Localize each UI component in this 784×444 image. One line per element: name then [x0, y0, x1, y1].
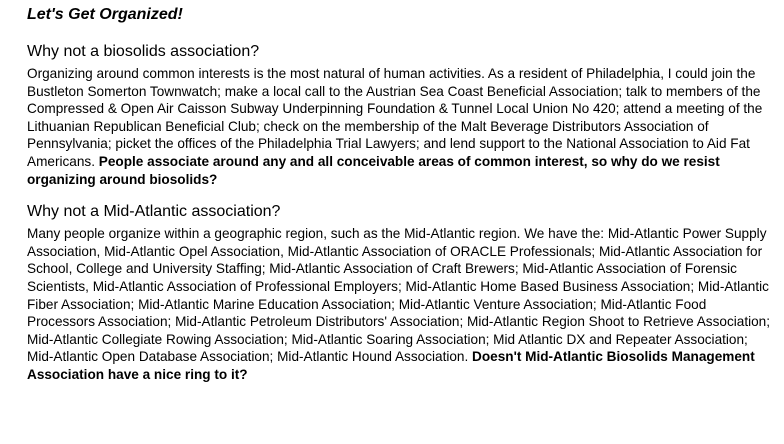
- paragraph-emphasis: People associate around any and all conceivable areas of common interest, so why do we resist organizing around biosolids?: [27, 153, 720, 187]
- section-spacer: [27, 188, 777, 201]
- document-page: [27, 4, 777, 384]
- paragraph-body: Organizing around common interests is the most natural of human activities. As a resident of Philadelphia, I could join the Bustleton Somerton Townwatch; make a local call to the Austrian Sea Coast Beneficial Association; talk to members of the Compressed & Open Air Caisson Subway Underpinning Foundation & Tunnel Local Union No 420; attend a meeting of the Lithuanian Republican Beneficial Club; check on the membership of the Malt Beverage Distributors Association of Pennsylvania; picket the offices of the Philadelphia Trial Lawyers; and lend support to the National Association to Aid Fat Americans.: [27, 66, 763, 169]
- section-heading: Why not a biosolids association?: [27, 43, 260, 60]
- page-title: Let's Get Organized!: [27, 6, 183, 23]
- section-heading: Why not a Mid-Atlantic association?: [27, 203, 281, 221]
- section-biosolids-association: [27, 41, 777, 188]
- section-paragraph: [27, 225, 777, 383]
- paragraph-body: Many people organize within a geographic region, such as the Mid-Atlantic region. We have the: Mid-Atlantic Power Supply Association, Mid-Atlantic Opel Association, Mid-Atlantic Association of ORACLE Professionals; Mid-Atlantic Association for School, College and University Staffing; Mid-Atlantic Association of Craft Brewers; Mid-Atlantic Association of Forensic Scientists, Mid-Atlantic Association of Professional Employers; Mid-Atlantic Home Based Business Association; Mid-Atlantic Fiber Association; Mid-Atlantic Marine Education Association; Mid-Atlantic Venture Association; Mid-Atlantic Food Processors Association; Mid-Atlantic Petroleum Distributors' Association; Mid-Atlantic Region Shoot to Retrieve Association; Mid-Atlantic Collegiate Rowing Association; Mid-Atlantic Soaring Association; Mid Atlantic DX and Repeater Association; Mid-Atlantic Open Database Association; Mid-Atlantic Hound Association.: [27, 226, 771, 365]
- section-mid-atlantic-association: [27, 201, 777, 383]
- paragraph-emphasis: Doesn't Mid-Atlantic Biosolids Management Association have a nice ring to it?: [27, 349, 755, 382]
- section-paragraph: [27, 65, 777, 188]
